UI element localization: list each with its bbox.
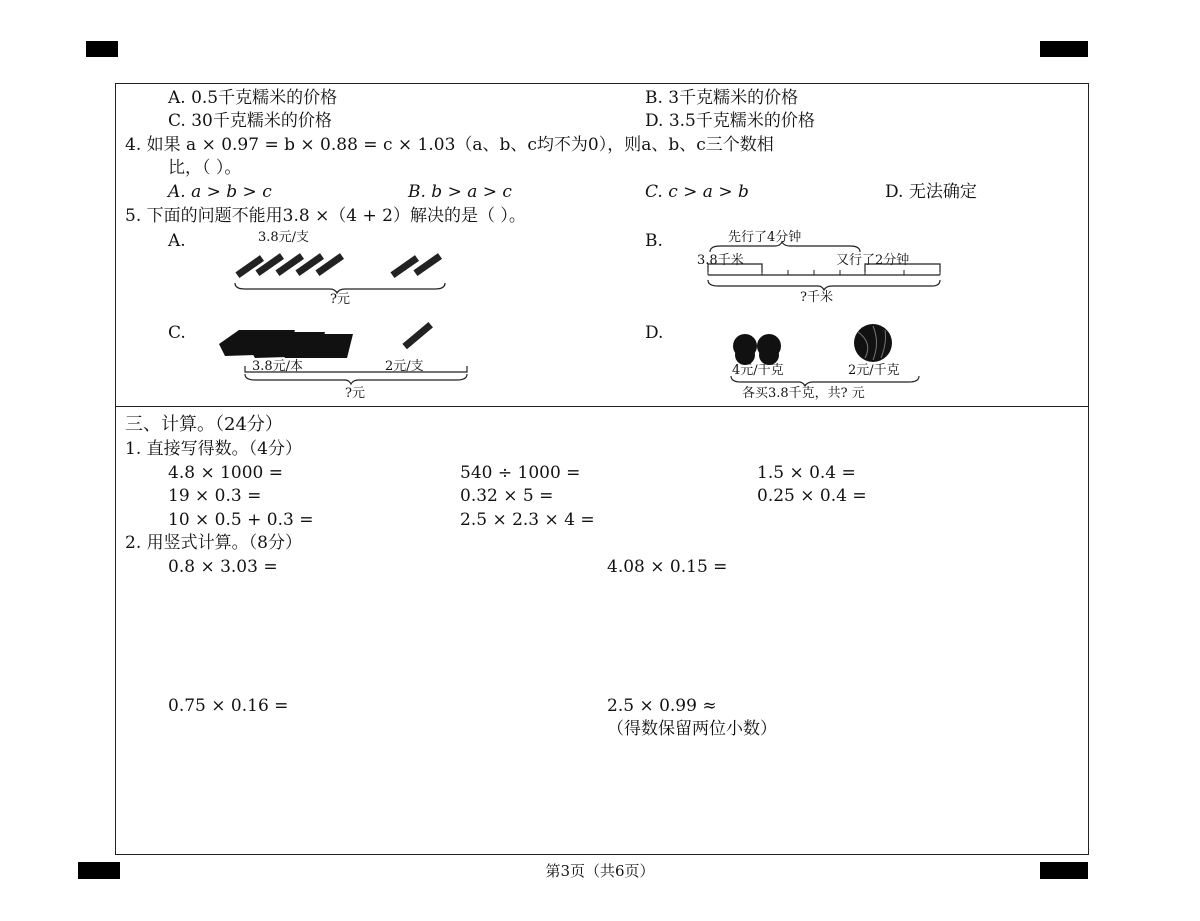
apple-icon: [733, 334, 781, 365]
pen-icon: [402, 322, 433, 349]
q5-c-total-label: ?元: [345, 386, 365, 401]
calc-item: 0.25 × 0.4 =: [757, 486, 867, 506]
q5-option-d-letter: D.: [645, 323, 664, 343]
calc-item: 2.5 × 2.3 × 4 =: [460, 510, 595, 530]
calc-item: 0.32 × 5 =: [460, 486, 554, 506]
q4-option-c: C. c > a > b: [645, 182, 749, 202]
q5-b-left-label: 3.8千米: [697, 253, 744, 268]
q5-b-total-label: ?千米: [800, 290, 833, 305]
vertical-calc-2: 4.08 × 0.15 =: [607, 557, 728, 577]
vertical-calc-1: 0.8 × 3.03 =: [168, 557, 278, 577]
q4-option-b: B. b > a > c: [408, 182, 512, 202]
q4-option-a: A. a > b > c: [168, 182, 272, 202]
vertical-calc-4-note: （得数保留两位小数）: [607, 719, 777, 739]
vertical-calc-4: 2.5 × 0.99 ≈: [607, 696, 717, 716]
q5-b-right-label: 又行了2分钟: [836, 253, 910, 268]
pen-icon: [235, 253, 442, 278]
calc-item: 10 × 0.5 + 0.3 =: [168, 510, 314, 530]
section-divider: [115, 406, 1089, 407]
section3-q1-stem: 1. 直接写得数。（4分）: [125, 439, 302, 459]
watermelon-icon: [854, 324, 892, 362]
section3-title: 三、计算。（24分）: [125, 414, 283, 435]
q3-option-c: C. 30千克糯米的价格: [168, 111, 332, 131]
q3-option-d: D. 3.5千克糯米的价格: [645, 111, 815, 131]
q5-d-total-label: 各买3.8千克，共? 元: [742, 386, 865, 401]
calc-item: 19 × 0.3 =: [168, 486, 262, 506]
q5-option-a-letter: A.: [168, 231, 186, 251]
q5-c-books-figure: [215, 322, 475, 384]
calc-item: 4.8 × 1000 =: [168, 463, 283, 483]
q5-option-c-letter: C.: [168, 323, 186, 343]
corner-marker-top-left: [86, 41, 118, 57]
corner-marker-top-right: [1040, 41, 1088, 57]
q3-option-a: A. 0.5千克糯米的价格: [168, 88, 338, 108]
q4-stem-line2: 比，（ ）。: [168, 158, 242, 178]
q5-a-total-label: ?元: [330, 292, 350, 307]
q5-a-price-label: 3.8元/支: [258, 230, 310, 245]
q5-c-right-label: 2元/支: [385, 359, 424, 374]
q5-d-fruit-figure: [725, 322, 925, 392]
q5-c-left-label: 3.8元/本: [252, 359, 304, 374]
q5-a-pens-figure: [225, 245, 455, 295]
q5-d-left-label: 4元/千克: [732, 363, 784, 378]
book-icon: [219, 330, 353, 358]
q5-b-distance-figure: [700, 240, 950, 295]
section3-q2-stem: 2. 用竖式计算。（8分）: [125, 533, 302, 553]
vertical-calc-3: 0.75 × 0.16 =: [168, 696, 289, 716]
q3-option-b: B. 3千克糯米的价格: [645, 88, 799, 108]
q4-option-d: D. 无法确定: [885, 182, 977, 202]
page-number: 第3页（共6页）: [545, 862, 655, 880]
q5-option-b-letter: B.: [645, 231, 663, 251]
calc-item: 1.5 × 0.4 =: [757, 463, 856, 483]
calc-item: 540 ÷ 1000 =: [460, 463, 581, 483]
q4-stem-line1: 4. 如果 a × 0.97 = b × 0.88 = c × 1.03（a、b、c均不为0），则a、b、c三个数相: [125, 135, 774, 155]
q5-b-top-label: 先行了4分钟: [728, 230, 802, 245]
q5-stem: 5. 下面的问题不能用3.8 ×（4 + 2）解决的是（ ）。: [125, 206, 526, 226]
q5-d-right-label: 2元/千克: [848, 363, 900, 378]
